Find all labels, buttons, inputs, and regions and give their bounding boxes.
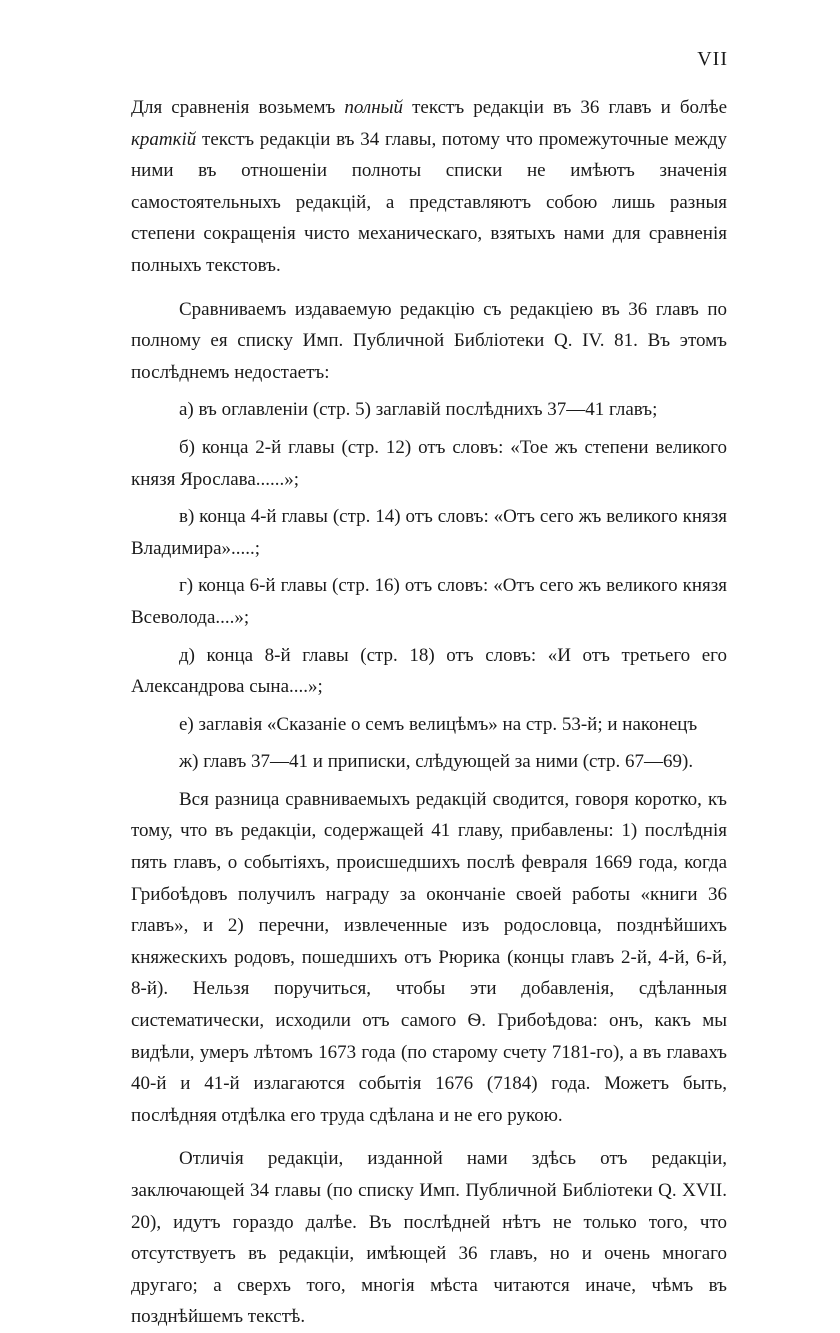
list-item: б) конца 2-й главы (стр. 12) отъ словъ: «Тое жъ степени великого князя Ярослава......»;: [131, 436, 727, 490]
list-item: е) заглавія «Сказаніе о семъ велицѣмъ» на стр. 53-й; и наконецъ: [179, 713, 698, 735]
comparison-intro-paragraph: Сравниваемъ издаваемую редакцію съ редакціею въ 36 главъ по полному ея списку Имп. Публичной Библіотеки Q. IV. 81. Въ этомъ послѣднемъ недостаетъ:: [131, 298, 727, 383]
list-item: д) конца 8-й главы (стр. 18) отъ словъ: «И отъ третьего его Александрова сына....»;: [131, 644, 727, 698]
list-item: ж) главъ 37—41 и приписки, слѣдующей за ними (стр. 67—69).: [179, 751, 694, 773]
closing-paragraph: Отличія редакціи, изданной нами здѣсь отъ редакціи, заключающей 34 главы (по списку Имп. Публичной Библіотеки Q. XVII. 20), идутъ гораздо далѣе. Въ послѣдней нѣтъ не только того, что отсутствуетъ въ редакціи, имѣющей 36 главъ, но и очень многаго другаго; а сверхъ того, многія мѣста читаются иначе, чѣмъ въ позднѣйшемъ текстѣ.: [131, 1148, 727, 1328]
emphasis-short: краткій: [131, 128, 197, 150]
intro-paragraph: Для сравненія возьмемъ полный текстъ редакціи въ 36 главъ и болѣе краткій текстъ редакціи въ 34 главы, потому что промежуточные между ними въ отношеніи полноты списки не имѣютъ значенія самостоятельныхъ редакцій, а представляютъ собою лишь разныя степени сокращенія чисто механическаго, взятыхъ нами для сравненія полныхъ текстовъ.: [131, 97, 727, 276]
body-text: [131, 92, 727, 1333]
emphasis-full: полный: [344, 97, 403, 118]
list-item: в) конца 4-й главы (стр. 14) отъ словъ: «Отъ сего жъ великого князя Владимира».....;: [131, 506, 727, 559]
list-item: г) конца 6-й главы (стр. 16) отъ словъ: «Отъ сего жъ великого князя Всеволода....»;: [131, 575, 727, 628]
list-item: а) въ оглавленіи (стр. 5) заглавій послѣднихъ 37—41 главъ;: [179, 399, 658, 421]
page-number: VII: [697, 48, 728, 70]
difference-paragraph: Вся разница сравниваемыхъ редакцій сводится, говоря коротко, къ тому, что въ редакціи, содержащей 41 главу, прибавлены: 1) послѣднія пять главъ, о событіяхъ, происшедшихъ послѣ февраля 1669 года, когда Грибоѣдовъ получилъ награду за окончаніе своей работы «книги 36 главъ», и 2) перечни, извлеченные изъ родословца, позднѣйшихъ княжескихъ родовъ, пошедшихъ отъ Рюрика (концы главъ 2-й, 4-й, 6-й, 8-й). Нельзя поручиться, чтобы эти добавленія, сдѣланныя систематически, исходили отъ самого Ѳ. Грибоѣдова: онъ, какъ мы видѣли, умеръ лѣтомъ 1673 года (по старому счету 7181-го), а въ главахъ 40-й и 41-й излагаются событія 1676 (7184) года. Можетъ быть, послѣдняя отдѣлка его труда сдѣлана и не его рукою.: [131, 788, 727, 1126]
